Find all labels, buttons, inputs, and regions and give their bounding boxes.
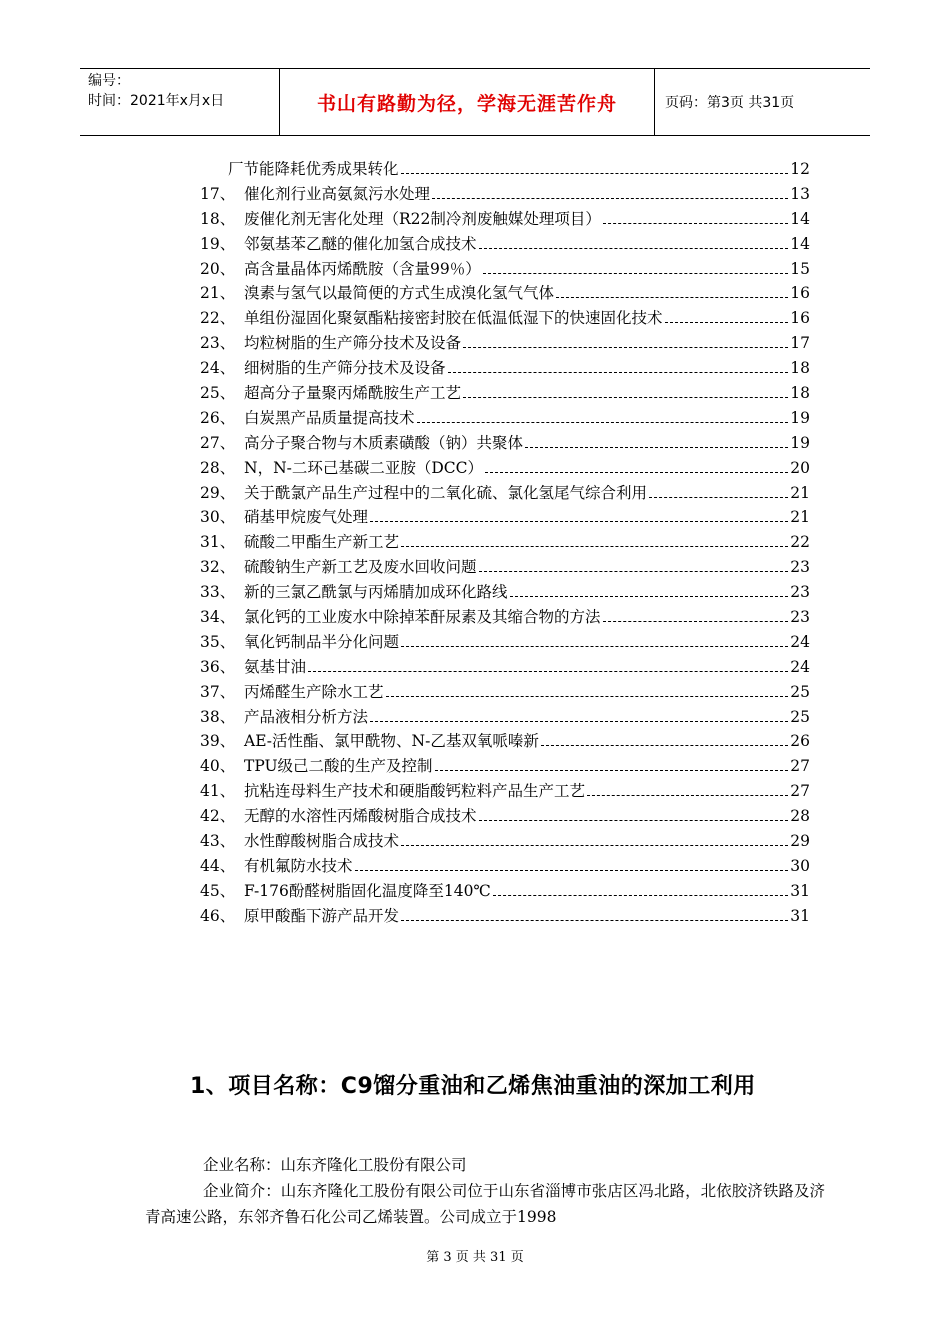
toc-entry-number: 31、	[200, 533, 236, 552]
toc-leader-dots	[463, 397, 788, 398]
toc-leader-dots	[479, 820, 789, 821]
toc-entry-title: 催化剂行业高氨氮污水处理	[244, 184, 431, 203]
toc-leader-dots	[401, 173, 789, 174]
toc-entry-title: 丙烯醛生产除水工艺	[244, 682, 384, 701]
toc-leader-dots	[308, 671, 788, 672]
toc-leader-dots	[401, 646, 788, 647]
document-number: 编号：	[88, 73, 130, 89]
toc-entry-title: 超高分子量聚丙烯酰胺生产工艺	[244, 384, 462, 403]
toc-entry-title: 高含量晶体丙烯酰胺（含量99％）	[244, 259, 481, 278]
toc-leader-dots	[370, 521, 788, 522]
toc-entry-number: 28、	[200, 458, 236, 477]
toc-entry-title: 抗粘连母料生产技术和硬脂酸钙粒料产品生产工艺	[244, 782, 586, 801]
toc-entry-number: 27、	[200, 433, 236, 452]
toc-entry-page: 18	[790, 359, 810, 378]
header-page-info: 页码：第3页 共31页	[665, 95, 795, 111]
toc-entry-page: 19	[790, 433, 810, 452]
toc-row[interactable]	[200, 281, 810, 306]
toc-entry-title: AE-活性酯、氯甲酰物、N-乙基双氧哌嗪新	[244, 732, 539, 751]
toc-entry-number: 24、	[200, 359, 236, 378]
toc-entry-number: 34、	[200, 608, 236, 627]
toc-entry-page: 31	[790, 881, 810, 900]
toc-entry-number: 39、	[200, 732, 236, 751]
table-of-contents	[200, 157, 810, 929]
toc-entry-title: 氨基甘油	[244, 657, 307, 676]
toc-entry-number: 37、	[200, 682, 236, 701]
toc-entry-title: 无醇的水溶性丙烯酸树脂合成技术	[244, 807, 477, 826]
toc-leader-dots	[541, 745, 788, 746]
toc-entry-number: 45、	[200, 881, 236, 900]
toc-leader-dots	[587, 795, 788, 796]
toc-entry-number: 41、	[200, 782, 236, 801]
toc-entry-title: 高分子聚合物与木质素磺酸（钠）共聚体	[244, 433, 524, 452]
toc-row[interactable]	[200, 904, 810, 929]
toc-leader-dots	[510, 596, 789, 597]
toc-entry-title: 硫酸二甲酯生产新工艺	[244, 533, 400, 552]
toc-entry-page: 25	[790, 707, 810, 726]
toc-entry-title: 硝基甲烷废气处理	[244, 508, 369, 527]
toc-entry-page: 20	[790, 458, 810, 477]
toc-entry-page: 27	[790, 757, 810, 776]
toc-entry-number: 44、	[200, 856, 236, 875]
toc-leader-dots	[448, 372, 789, 373]
company-intro: 企业简介：山东齐隆化工股份有限公司位于山东省淄博市张店区冯北路，北依胶济铁路及济青高速公路，东邻齐鲁石化公司乙烯装置。公司成立于1998	[145, 1182, 825, 1226]
toc-row[interactable]	[200, 779, 810, 804]
toc-row[interactable]	[200, 854, 810, 879]
toc-leader-dots	[493, 895, 788, 896]
toc-entry-number: 40、	[200, 757, 236, 776]
document-time: 时间：2021年x月x日	[88, 93, 225, 109]
toc-entry-number: 46、	[200, 906, 236, 925]
toc-entry-title: 废催化剂无害化处理（R22制冷剂废触媒处理项目）	[244, 209, 601, 228]
toc-entry-title: 厂节能降耗优秀成果转化	[228, 160, 399, 178]
toc-leader-dots	[479, 248, 789, 249]
toc-leader-dots	[463, 347, 788, 348]
toc-entry-title: 水性醇酸树脂合成技术	[244, 832, 400, 851]
toc-entry-number: 35、	[200, 632, 236, 651]
toc-entry-title: 新的三氯乙酰氯与丙烯腈加成环化路线	[244, 583, 508, 602]
toc-entry-number: 29、	[200, 483, 236, 502]
toc-entry-page: 14	[790, 234, 810, 253]
toc-leader-dots	[432, 198, 788, 199]
toc-row[interactable]	[200, 729, 810, 754]
toc-entry-page: 27	[790, 782, 810, 801]
toc-entry-page: 24	[790, 632, 810, 651]
toc-row[interactable]	[200, 331, 810, 356]
toc-entry-number: 43、	[200, 832, 236, 851]
toc-row[interactable]	[200, 804, 810, 829]
toc-row[interactable]	[200, 630, 810, 655]
toc-entry-title: 氧化钙制品半分化问题	[244, 632, 400, 651]
toc-entry-page: 13	[790, 184, 810, 203]
toc-leader-dots	[525, 447, 788, 448]
toc-entry-number: 30、	[200, 508, 236, 527]
toc-row[interactable]	[200, 829, 810, 854]
toc-row[interactable]	[200, 655, 810, 680]
toc-entry-number: 26、	[200, 408, 236, 427]
toc-row[interactable]	[200, 705, 810, 730]
toc-row[interactable]	[200, 530, 810, 555]
toc-entry-page: 31	[790, 906, 810, 925]
toc-leader-dots	[417, 422, 789, 423]
toc-entry-page: 24	[790, 657, 810, 676]
toc-leader-dots	[355, 870, 789, 871]
toc-leader-dots	[665, 322, 789, 323]
toc-entry-number: 19、	[200, 234, 236, 253]
toc-entry-page: 23	[790, 558, 810, 577]
toc-entry-title: 邻氨基苯乙醚的催化加氢合成技术	[244, 234, 477, 253]
toc-entry-page: 15	[790, 259, 810, 278]
toc-entry-number: 33、	[200, 583, 236, 602]
toc-entry-number: 36、	[200, 657, 236, 676]
toc-row[interactable]	[200, 456, 810, 481]
toc-entry-number: 22、	[200, 309, 236, 328]
toc-leader-dots	[386, 696, 789, 697]
toc-row[interactable]	[200, 431, 810, 456]
toc-entry-page: 18	[790, 384, 810, 403]
toc-leader-dots	[649, 497, 788, 498]
page-header	[80, 68, 870, 136]
toc-row[interactable]	[200, 605, 810, 630]
toc-entry-page: 16	[790, 309, 810, 328]
toc-leader-dots	[603, 223, 788, 224]
toc-entry-page: 21	[790, 483, 810, 502]
toc-row[interactable]	[200, 481, 810, 506]
toc-row[interactable]	[200, 555, 810, 580]
toc-entry-title: 白炭黑产品质量提高技术	[244, 408, 415, 427]
toc-row[interactable]	[200, 754, 810, 779]
toc-entry-page: 21	[790, 508, 810, 527]
toc-leader-dots	[401, 845, 788, 846]
toc-row[interactable]	[200, 356, 810, 381]
toc-entry-page: 30	[790, 856, 810, 875]
toc-leader-dots	[435, 770, 789, 771]
toc-leader-dots	[370, 721, 788, 722]
toc-entry-page: 16	[790, 284, 810, 303]
toc-row[interactable]	[200, 257, 810, 282]
toc-entry-page: 12	[790, 160, 810, 178]
toc-entry-title: 关于酰氯产品生产过程中的二氧化硫、氯化氢尾气综合利用	[244, 483, 648, 502]
toc-leader-dots	[603, 621, 789, 622]
toc-entry-page: 28	[790, 807, 810, 826]
toc-entry-page: 22	[790, 533, 810, 552]
toc-entry-page: 23	[790, 583, 810, 602]
toc-leader-dots	[479, 571, 789, 572]
toc-entry-title: 溴素与氢气以最简便的方式生成溴化氢气气体	[244, 284, 555, 303]
section-body	[145, 1152, 825, 1230]
toc-row[interactable]	[200, 381, 810, 406]
toc-entry-title: 均粒树脂的生产筛分技术及设备	[244, 334, 462, 353]
toc-entry-page: 17	[790, 334, 810, 353]
page-footer: 第 3 页 共 31 页	[426, 1250, 524, 1265]
toc-entry-title: 硫酸钠生产新工艺及废水回收问题	[244, 558, 477, 577]
toc-entry-title: TPU级己二酸的生产及控制	[244, 757, 433, 776]
section-title: 1、项目名称：C9馏分重油和乙烯焦油重油的深加工利用	[190, 1074, 756, 1099]
toc-leader-dots	[556, 297, 788, 298]
toc-entry-title: 有机氟防水技术	[244, 856, 353, 875]
toc-row[interactable]	[200, 879, 810, 904]
toc-entry-number: 17、	[200, 184, 236, 203]
toc-entry-title: 细树脂的生产筛分技术及设备	[244, 359, 446, 378]
toc-entry-number: 25、	[200, 384, 236, 403]
toc-entry-page: 14	[790, 209, 810, 228]
header-motto: 书山有路勤为径，学海无涯苦作舟	[280, 69, 655, 135]
toc-entry-page: 19	[790, 408, 810, 427]
toc-row[interactable]	[200, 182, 810, 207]
toc-row-continuation[interactable]	[200, 157, 810, 182]
toc-entry-title: 原甲酸酯下游产品开发	[244, 906, 400, 925]
toc-entry-number: 42、	[200, 807, 236, 826]
toc-row[interactable]	[200, 406, 810, 431]
toc-entry-number: 32、	[200, 558, 236, 577]
header-meta	[80, 69, 280, 135]
toc-entry-title: N，N-二环己基碳二亚胺（DCC）	[244, 458, 484, 477]
toc-entry-title: 单组份湿固化聚氨酯粘接密封胶在低温低湿下的快速固化技术	[244, 309, 663, 328]
toc-leader-dots	[485, 472, 788, 473]
toc-row[interactable]	[200, 232, 810, 257]
toc-entry-number: 21、	[200, 284, 236, 303]
toc-entry-title: 产品液相分析方法	[244, 707, 369, 726]
toc-leader-dots	[401, 546, 788, 547]
toc-entry-page: 23	[790, 608, 810, 627]
toc-row[interactable]	[200, 207, 810, 232]
toc-entry-number: 38、	[200, 707, 236, 726]
toc-leader-dots	[483, 273, 789, 274]
toc-entry-page: 25	[790, 682, 810, 701]
toc-entry-number: 23、	[200, 334, 236, 353]
toc-entry-page: 26	[790, 732, 810, 751]
toc-entry-number: 18、	[200, 209, 236, 228]
company-name: 企业名称：山东齐隆化工股份有限公司	[203, 1156, 467, 1174]
toc-row[interactable]	[200, 680, 810, 705]
toc-entry-title: 氯化钙的工业废水中除掉苯酐尿素及其缩合物的方法	[244, 608, 601, 627]
toc-row[interactable]	[200, 580, 810, 605]
toc-leader-dots	[401, 920, 788, 921]
toc-row[interactable]	[200, 306, 810, 331]
toc-row[interactable]	[200, 505, 810, 530]
toc-entry-number: 20、	[200, 259, 236, 278]
toc-entry-page: 29	[790, 832, 810, 851]
toc-entry-title: F-176酚醛树脂固化温度降至140℃	[244, 881, 491, 900]
